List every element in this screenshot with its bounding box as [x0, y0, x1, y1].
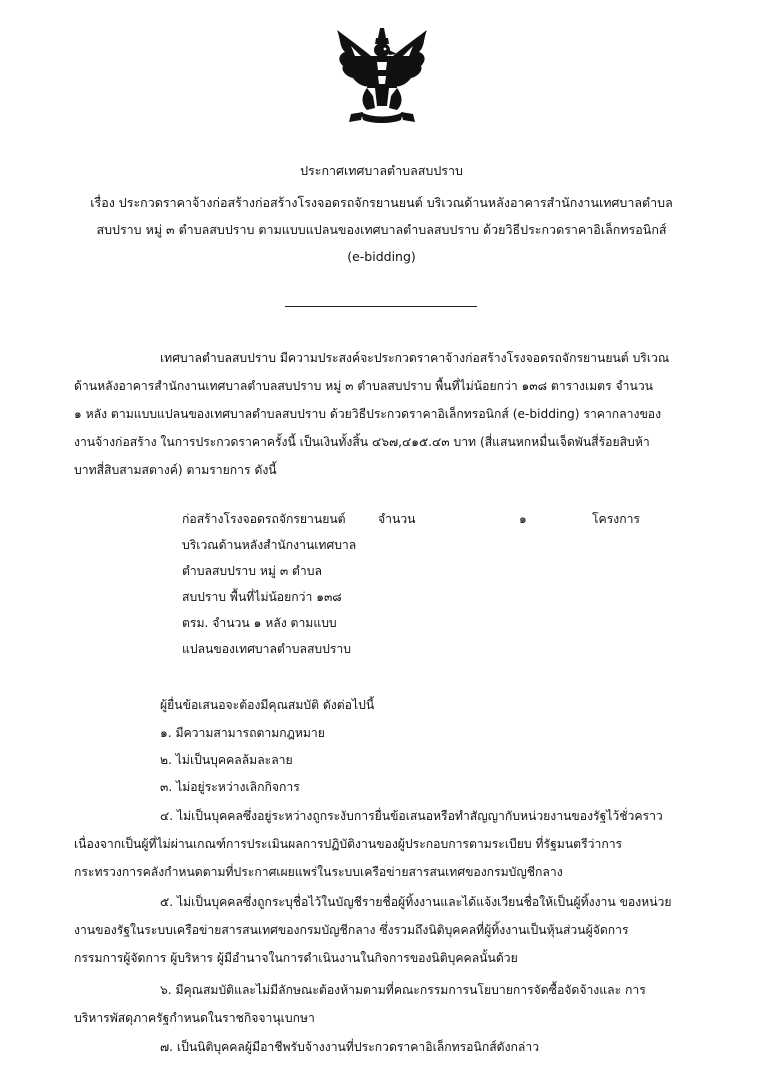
item-quantity: ๑	[519, 512, 527, 526]
item-unit: โครงการ	[592, 512, 640, 526]
intro-line: งานจ้างก่อสร้าง ในการประกวดราคาครั้งนี้ เป็นเงินทั้งสิ้น ๔๖๗,๔๑๕.๔๓ บาท (สี่แสนหกหมื่นเจ็ดพันสี่ร้อยสิบห้า	[74, 435, 650, 449]
qualification-item	[74, 802, 689, 886]
garuda-emblem-icon	[331, 26, 433, 126]
qualification-line: งานของรัฐในระบบเครือข่ายสารสนเทศของกรมบัญชีกลาง ซึ่งรวมถึงนิติบุคคลที่ผู้ทิ้งงานเป็นหุ้นส่วนผู้จัดการ	[74, 923, 629, 937]
intro-line: บาทสี่สิบสามสตางค์) ตามรายการ ดังนี้	[74, 463, 277, 477]
item-description-line: ตำบลสบปราบ หมู่ ๓ ตำบล	[182, 564, 322, 578]
qualification-line: ๕. ไม่เป็นบุคคลซึ่งถูกระบุชื่อไว้ในบัญชีรายชื่อผู้ทิ้งงานและได้แจ้งเวียนชื่อให้เป็นผู้ทิ้งงาน ของหน่วย	[160, 895, 672, 909]
qualification-item: ๓. ไม่อยู่ระหว่างเลิกกิจการ	[160, 780, 300, 794]
item-description-line: สบปราบ พื้นที่ไม่น้อยกว่า ๑๓๘	[182, 590, 342, 604]
qualification-line: กระทรวงการคลังกำหนดตามที่ประกาศเผยแพร่ในระบบเครือข่ายสารสนเทศของกรมบัญชีกลาง	[74, 865, 563, 879]
item-description-line: แปลนของเทศบาลตำบลสบปราบ	[182, 642, 351, 656]
qualification-item	[74, 888, 689, 972]
subject-line: เรื่อง ประกวดราคาจ้างก่อสร้างก่อสร้างโรงจอดรถจักรยานยนต์ บริเวณด้านหลังอาคารสำนักงานเทศบาลตำบล	[90, 195, 673, 210]
qualifications-heading: ผู้ยื่นข้อเสนอจะต้องมีคุณสมบัติ ดังต่อไปนี้	[160, 698, 375, 712]
intro-line: ด้านหลังอาคารสำนักงานเทศบาลตำบลสบปราบ หมู่ ๓ ตำบลสบปราบ พื้นที่ไม่น้อยกว่า ๑๓๘ ตารางเมตร จำนวน	[74, 379, 654, 393]
intro-line: ๑ หลัง ตามแบบแปลนของเทศบาลตำบลสบปราบ ด้วยวิธีประกวดราคาอิเล็กทรอนิกส์ (e-bidding) ราคากลางของ	[74, 407, 662, 421]
intro-paragraph	[74, 344, 689, 484]
qualification-line: บริหารพัสดุภาครัฐกำหนดในราชกิจจานุเบกษา	[74, 1011, 315, 1025]
item-description	[182, 506, 356, 662]
item-description-line: ก่อสร้างโรงจอดรถจักรยานยนต์	[182, 512, 346, 526]
qualification-line: กรรมการผู้จัดการ ผู้บริหาร ผู้มีอำนาจในการดำเนินงานในกิจการของนิติบุคคลนั้นด้วย	[74, 951, 518, 965]
divider	[285, 306, 477, 307]
qualification-item: ๒. ไม่เป็นบุคคลล้มละลาย	[160, 753, 293, 767]
qualification-item	[74, 976, 689, 1032]
item-description-line: บริเวณด้านหลังสำนักงานเทศบาล	[182, 538, 357, 552]
subject-line: (e-bidding)	[347, 249, 416, 264]
qualification-item: ๗. เป็นนิติบุคคลผู้มีอาชีพรับจ้างงานที่ประกวดราคาอิเล็กทรอนิกส์ดังกล่าว	[160, 1040, 540, 1054]
item-description-line: ตรม. จำนวน ๑ หลัง ตามแบบ	[182, 616, 337, 630]
announcer-title: ประกาศเทศบาลตำบลสบปราบ	[300, 163, 463, 178]
qualification-line: ๖. มีคุณสมบัติและไม่มีลักษณะต้องห้ามตามที่คณะกรรมการนโยบายการจัดซื้อจัดจ้างและ การ	[160, 983, 646, 997]
intro-line: เทศบาลตำบลสบปราบ มีความประสงค์จะประกวดราคาจ้างก่อสร้างโรงจอดรถจักรยานยนต์ บริเวณ	[160, 351, 670, 365]
qualification-item: ๑. มีความสามารถตามกฎหมาย	[160, 726, 325, 740]
qualification-line: ๔. ไม่เป็นบุคคลซึ่งอยู่ระหว่างถูกระงับการยื่นข้อเสนอหรือทำสัญญากับหน่วยงานของรัฐไว้ชั่วคราว	[160, 809, 663, 823]
qualification-line: เนื่องจากเป็นผู้ที่ไม่ผ่านเกณฑ์การประเมินผลการปฏิบัติงานของผู้ประกอบการตามระเบียบ ที่รัฐมนตรีว่าการ	[74, 837, 623, 851]
item-quantity-label: จำนวน	[378, 512, 416, 526]
subject-line: สบปราบ หมู่ ๓ ตำบลสบปราบ ตามแบบแปลนของเทศบาลตำบลสบปราบ ด้วยวิธีประกวดราคาอิเล็กทรอนิกส์	[96, 222, 667, 237]
